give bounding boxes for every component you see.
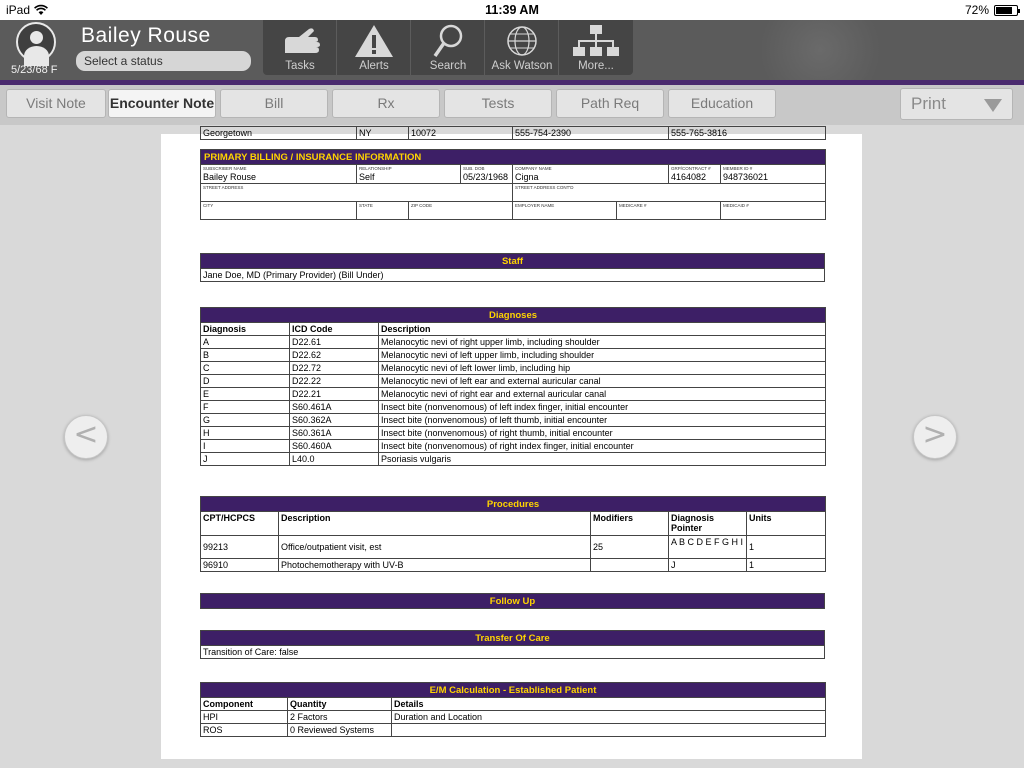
field-label: COMPANY NAME: [515, 166, 552, 171]
table-cell: G: [201, 414, 290, 427]
battery-area: [965, 3, 1018, 17]
transfer-of-care-table: [200, 630, 825, 659]
search-label: Search: [429, 60, 467, 72]
table-row: [201, 427, 826, 440]
battery-icon: [994, 5, 1018, 16]
column-header: Details: [392, 698, 826, 711]
billing-header: PRIMARY BILLING / INSURANCE INFORMATION: [201, 150, 826, 165]
staff-header: Staff: [201, 254, 825, 269]
transfer-header: Transfer Of Care: [201, 631, 825, 646]
column-header: Quantity: [288, 698, 392, 711]
battery-percent: 72%: [964, 3, 989, 17]
table-cell: D22.61: [290, 336, 379, 349]
address-fragment-table: [200, 126, 826, 140]
table-row: [201, 349, 826, 362]
tab-visit-note[interactable]: Visit Note: [6, 89, 106, 118]
alerts-button[interactable]: [337, 20, 411, 75]
tab-path-req[interactable]: Path Req: [556, 89, 664, 118]
column-header: Description: [379, 323, 826, 336]
chevron-right-icon: >: [922, 417, 948, 452]
table-cell: Office/outpatient visit, est: [279, 536, 591, 559]
chevron-down-icon: [984, 99, 1002, 112]
table-cell: Insect bite (nonvenomous) of left index finger, initial encounter: [379, 401, 826, 414]
table-cell: D22.72: [290, 362, 379, 375]
tab-tests[interactable]: Tests: [444, 89, 552, 118]
table-cell: 1: [747, 536, 826, 559]
transfer-text: Transition of Care: false: [201, 646, 825, 659]
table-cell: D: [201, 375, 290, 388]
table-cell: D22.62: [290, 349, 379, 362]
table-row: [201, 388, 826, 401]
em-calculation-table: [200, 682, 826, 737]
avatar-icon[interactable]: [16, 22, 56, 62]
procedures-table: [200, 496, 826, 572]
relationship: Self: [359, 172, 375, 182]
chevron-left-icon: <: [73, 417, 99, 452]
table-cell: Melanocytic nevi of left lower limb, including hip: [379, 362, 826, 375]
table-cell: D22.21: [290, 388, 379, 401]
table-cell: I: [201, 440, 290, 453]
tab-rx[interactable]: Rx: [332, 89, 440, 118]
table-cell: Photochemotherapy with UV-B: [279, 559, 591, 572]
table-cell: Melanocytic nevi of left ear and external auricular canal: [379, 375, 826, 388]
more-label: More...: [578, 60, 614, 72]
table-row: [201, 401, 826, 414]
app-header: [0, 20, 1024, 80]
table-cell: [392, 724, 826, 737]
table-cell: S60.361A: [290, 427, 379, 440]
search-icon: [411, 23, 485, 59]
table-cell: D22.22: [290, 375, 379, 388]
field-label: STREET ADDRESS: [203, 185, 244, 190]
clock: 11:39 AM: [485, 3, 539, 17]
follow-up-table: [200, 593, 825, 609]
hierarchy-icon: [559, 23, 633, 59]
patient-dob: 5/23/68 F: [11, 64, 58, 76]
table-cell: B: [201, 349, 290, 362]
table-cell: L40.0: [290, 453, 379, 466]
alerts-label: Alerts: [359, 60, 389, 72]
table-cell: C: [201, 362, 290, 375]
patient-name: Bailey Rouse: [81, 24, 211, 47]
staff-table: [200, 253, 825, 282]
print-button[interactable]: [900, 88, 1013, 120]
main-toolbar: [263, 20, 633, 75]
field-label: CITY: [203, 203, 214, 208]
table-cell: Melanocytic nevi of right upper limb, including shoulder: [379, 336, 826, 349]
table-cell: 2 Factors: [288, 711, 392, 724]
ask-watson-button[interactable]: [485, 20, 559, 75]
field-label: SUB. DOB: [463, 166, 485, 171]
column-header: CPT/HCPCS: [201, 512, 279, 536]
group-contract: 4164082: [671, 172, 707, 182]
field-label: MEDICARE #: [619, 203, 647, 208]
table-row: [201, 375, 826, 388]
column-header: ICD Code: [290, 323, 379, 336]
table-cell: A: [201, 336, 290, 349]
table-cell: Duration and Location: [392, 711, 826, 724]
ask-watson-label: Ask Watson: [491, 60, 553, 72]
diagnoses-header: Diagnoses: [201, 308, 826, 323]
previous-page-button[interactable]: [64, 415, 108, 459]
field-label: STREET ADDRESS CONT'D: [515, 185, 574, 190]
table-cell: F: [201, 401, 290, 414]
tab-bar: [0, 85, 1024, 125]
table-cell: A B C D E F G H I: [669, 536, 747, 559]
table-cell: J: [669, 559, 747, 572]
tab-bill[interactable]: Bill: [220, 89, 328, 118]
next-page-button[interactable]: [913, 415, 957, 459]
follow-up-header: Follow Up: [201, 594, 825, 609]
table-cell: [591, 559, 669, 572]
field-label: ZIP CODE: [411, 203, 433, 208]
column-header: Modifiers: [591, 512, 669, 536]
fragment-cell: 10072: [409, 127, 513, 140]
fragment-cell: 555-765-3816: [669, 127, 826, 140]
table-cell: J: [201, 453, 290, 466]
field-label: EMPLOYER NAME: [515, 203, 555, 208]
encounter-document[interactable]: [161, 128, 862, 759]
table-cell: Insect bite (nonvenomous) of right index finger, initial encounter: [379, 440, 826, 453]
table-cell: 99213: [201, 536, 279, 559]
field-label: STATE: [359, 203, 373, 208]
more-button[interactable]: [559, 20, 633, 75]
table-row: [201, 453, 826, 466]
table-cell: Melanocytic nevi of left upper limb, including shoulder: [379, 349, 826, 362]
procedures-header: Procedures: [201, 497, 826, 512]
table-cell: 1: [747, 559, 826, 572]
field-label: RELATIONSHIP: [359, 166, 392, 171]
billing-table: [200, 149, 826, 220]
warning-icon: [337, 23, 411, 59]
table-row: [201, 440, 826, 453]
hand-icon: [263, 23, 337, 59]
ios-status-bar: [0, 0, 1024, 20]
subscriber-dob: 05/23/1968: [463, 172, 509, 182]
table-row: [201, 414, 826, 427]
column-header: Component: [201, 698, 288, 711]
field-label: GRP/CONTRACT #: [671, 166, 711, 171]
table-cell: S60.461A: [290, 401, 379, 414]
table-cell: Melanocytic nevi of right ear and external auricular canal: [379, 388, 826, 401]
table-cell: S60.460A: [290, 440, 379, 453]
company-name: Cigna: [515, 172, 539, 182]
tab-education[interactable]: Education: [668, 89, 776, 118]
fragment-cell: NY: [357, 127, 409, 140]
table-cell: H: [201, 427, 290, 440]
diagnoses-table: [200, 307, 826, 466]
field-label: MEMBER ID #: [723, 166, 753, 171]
table-cell: HPI: [201, 711, 288, 724]
table-row: [201, 362, 826, 375]
status-select[interactable]: Select a status: [76, 51, 251, 71]
table-cell: 96910: [201, 559, 279, 572]
subscriber-name: Bailey Rouse: [203, 172, 257, 182]
fragment-cell: 555-754-2390: [513, 127, 669, 140]
column-header: Diagnosis Pointer: [669, 512, 747, 536]
fragment-cell: Georgetown: [201, 127, 357, 140]
field-label: MEDICAID #: [723, 203, 749, 208]
table-cell: Insect bite (nonvenomous) of left thumb, initial encounter: [379, 414, 826, 427]
column-header: Diagnosis: [201, 323, 290, 336]
member-id: 948736021: [723, 172, 769, 182]
table-cell: ROS: [201, 724, 288, 737]
table-cell: S60.362A: [290, 414, 379, 427]
watson-globe-icon: [485, 23, 559, 59]
search-button[interactable]: [411, 20, 485, 75]
table-cell: 25: [591, 536, 669, 559]
column-header: Description: [279, 512, 591, 536]
column-header: Units: [747, 512, 826, 536]
table-cell: E: [201, 388, 290, 401]
field-label: SUBSCRIBER NAME: [203, 166, 247, 171]
print-label: Print: [911, 94, 946, 113]
tab-encounter-note[interactable]: Encounter Note: [108, 89, 216, 118]
table-cell: Psoriasis vulgaris: [379, 453, 826, 466]
table-row: [201, 336, 826, 349]
staff-text: Jane Doe, MD (Primary Provider) (Bill Under): [201, 269, 825, 282]
tasks-label: Tasks: [285, 60, 315, 72]
tasks-button[interactable]: [263, 20, 337, 75]
table-cell: 0 Reviewed Systems: [288, 724, 392, 737]
device-label: iPad: [6, 3, 31, 17]
em-header: E/M Calculation - Established Patient: [201, 683, 826, 698]
table-cell: Insect bite (nonvenomous) of right thumb, initial encounter: [379, 427, 826, 440]
